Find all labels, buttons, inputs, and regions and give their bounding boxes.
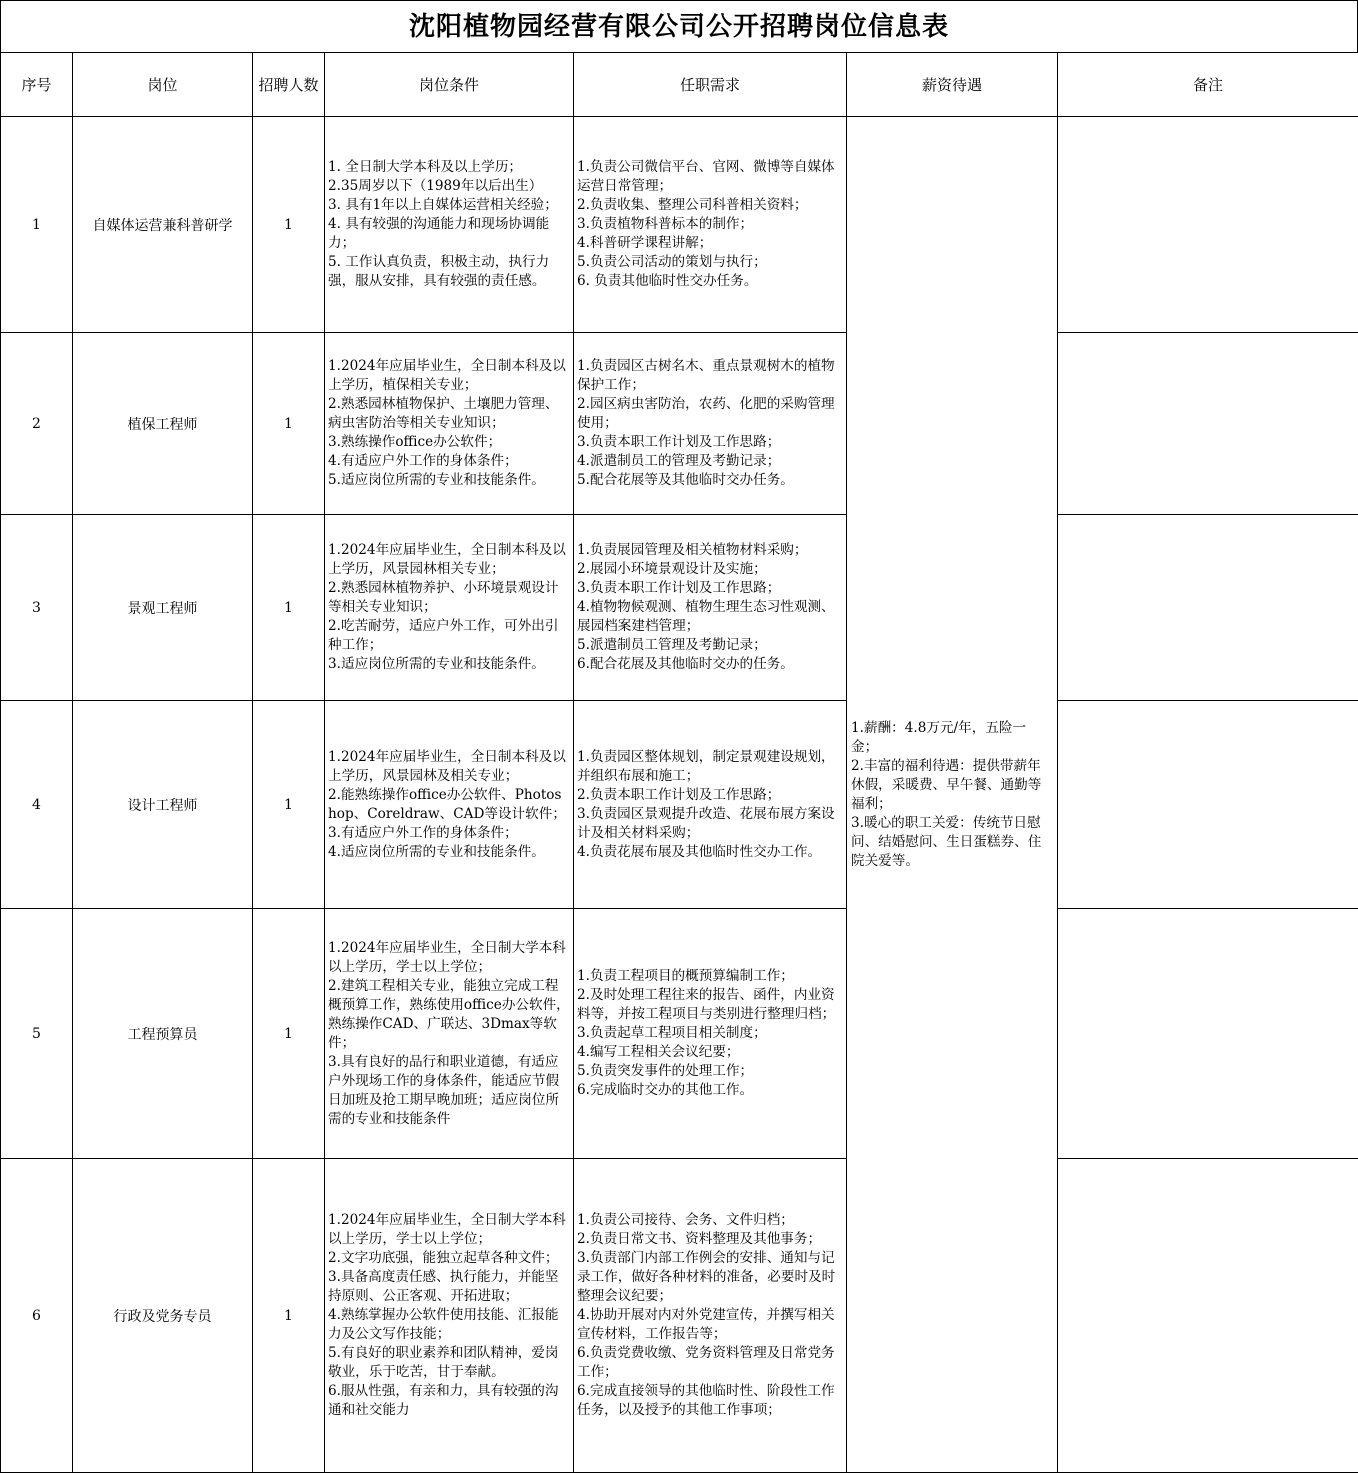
header-no: 序号 xyxy=(1,53,73,117)
row-conditions: 1.2024年应届毕业生，全日制本科及以上学历，风景园林相关专业； 2.熟悉园林植物养护、小环境景观设计等相关专业知识； 2.吃苦耐劳，适应户外工作，可外出引种工作； 3.适应岗位所需的专业和技能条件。 xyxy=(325,515,574,701)
row-conditions: 1.2024年应届毕业生，全日制大学本科以上学历，学士以上学位； 2.文字功底强，能独立起草各种文件； 3.具备高度责任感、执行能力，并能坚持原则、公正客观、开拓进取； 4.熟练掌握办公软件使用技能、汇报能力及公文写作技能； 5.有良好的职业素养和团队精神，爱岗敬业，乐于吃苦，甘于奉献。 6.服从性强，有亲和力，具有较强的沟通和社交能力 xyxy=(325,1159,574,1473)
header-conditions: 岗位条件 xyxy=(325,53,574,117)
header-salary: 薪资待遇 xyxy=(847,53,1058,117)
row-conditions: 1. 全日制大学本科及以上学历； 2.35周岁以下（1989年以后出生） 3. 具有1年以上自媒体运营相关经验； 4. 具有较强的沟通能力和现场协调能力； 5. 工作认真负责，积极主动，执行力强，服从安排，具有较强的责任感。 xyxy=(325,117,574,333)
row-no: 4 xyxy=(1,701,73,909)
row-duties: 1.负责园区整体规划，制定景观建设规划，并组织布展和施工； 2.负责本职工作计划及工作思路； 3.负责园区景观提升改造、花展布展方案设计及相关材料采购； 4.负责花展布展及其他临时性交办工作。 xyxy=(574,701,847,909)
row-remarks xyxy=(1058,333,1358,515)
header-duties: 任职需求 xyxy=(574,53,847,117)
row-count: 1 xyxy=(253,333,325,515)
row-conditions: 1.2024年应届毕业生，全日制本科及以上学历，植保相关专业； 2.熟悉园林植物保护、土壤肥力管理、病虫害防治等相关专业知识； 3.熟练操作office办公软件； 4.有适应户外工作的身体条件； 5.适应岗位所需的专业和技能条件。 xyxy=(325,333,574,515)
row-count: 1 xyxy=(253,1159,325,1473)
header-count: 招聘人数 xyxy=(253,53,325,117)
row-position: 设计工程师 xyxy=(73,701,253,909)
page-title: 沈阳植物园经营有限公司公开招聘岗位信息表 xyxy=(0,0,1358,52)
table-row xyxy=(1,909,1358,1159)
row-count: 1 xyxy=(253,117,325,333)
row-conditions: 1.2024年应届毕业生，全日制本科及以上学历，风景园林及相关专业； 2.能熟练操作office办公软件、Photoshop、Coreldraw、CAD等设计软件； 3.有适应户外工作的身体条件； 4.适应岗位所需的专业和技能条件。 xyxy=(325,701,574,909)
row-count: 1 xyxy=(253,515,325,701)
row-conditions: 1.2024年应届毕业生，全日制大学本科以上学历，学士以上学位； 2.建筑工程相关专业，能独立完成工程概预算工作，熟练使用office办公软件，熟练操作CAD、广联达、3Dmax等软件； 3.具有良好的品行和职业道德，有适应户外现场工作的身体条件，能适应节假日加班及抢工期早晚加班；适应岗位所需的专业和技能条件 xyxy=(325,909,574,1159)
row-duties: 1.负责园区古树名木、重点景观树木的植物保护工作； 2.园区病虫害防治，农药、化肥的采购管理使用； 3.负责本职工作计划及工作思路； 4.派遣制员工的管理及考勤记录； 5.配合花展等及其他临时交办任务。 xyxy=(574,333,847,515)
table-row xyxy=(1,333,1358,515)
row-position: 行政及党务专员 xyxy=(73,1159,253,1473)
row-duties: 1.负责工程项目的概预算编制工作； 2.及时处理工程往来的报告、函件，内业资料等，并按工程项目与类别进行整理归档； 3.负责起草工程项目相关制度； 4.编写工程相关会议纪要； 5.负责突发事件的处理工作； 6.完成临时交办的其他工作。 xyxy=(574,909,847,1159)
table-row xyxy=(1,515,1358,701)
salary-cell: 1.薪酬：4.8万元/年，五险一金； 2.丰富的福利待遇：提供带薪年休假，采暖费、早午餐、通勤等福利； 3.暖心的职工关爱：传统节日慰问、结婚慰问、生日蛋糕券、住院关爱等。 xyxy=(847,117,1058,1473)
row-remarks xyxy=(1058,909,1358,1159)
header-position: 岗位 xyxy=(73,53,253,117)
row-remarks xyxy=(1058,1159,1358,1473)
table-row xyxy=(1,701,1358,909)
table-row xyxy=(1,1159,1358,1473)
row-no: 1 xyxy=(1,117,73,333)
row-count: 1 xyxy=(253,909,325,1159)
row-remarks xyxy=(1058,117,1358,333)
row-duties: 1.负责公司微信平台、官网、微博等自媒体运营日常管理； 2.负责收集、整理公司科普相关资料； 3.负责植物科普标本的制作； 4.科普研学课程讲解； 5.负责公司活动的策划与执行； 6. 负责其他临时性交办任务。 xyxy=(574,117,847,333)
row-no: 5 xyxy=(1,909,73,1159)
header-row xyxy=(1,53,1358,117)
row-count: 1 xyxy=(253,701,325,909)
row-remarks xyxy=(1058,515,1358,701)
row-no: 3 xyxy=(1,515,73,701)
recruitment-table xyxy=(0,52,1358,1473)
row-duties: 1.负责展园管理及相关植物材料采购； 2.展园小环境景观设计及实施； 3.负责本职工作计划及工作思路； 4.植物物候观测、植物生理生态习性观测、展园档案建档管理； 5.派遣制员工管理及考勤记录； 6.配合花展及其他临时交办的任务。 xyxy=(574,515,847,701)
row-no: 2 xyxy=(1,333,73,515)
row-position: 工程预算员 xyxy=(73,909,253,1159)
row-duties: 1.负责公司接待、会务、文件归档； 2.负责日常文书、资料整理及其他事务； 3.负责部门内部工作例会的安排、通知与记录工作，做好各种材料的准备，必要时及时整理会议纪要； 4.协助开展对内对外党建宣传，并撰写相关宣传材料，工作报告等； 6.负责党费收缴、党务资料管理及日常党务工作； 6.完成直接领导的其他临时性、阶段性工作任务，以及授予的其他工作事项； xyxy=(574,1159,847,1473)
row-no: 6 xyxy=(1,1159,73,1473)
header-remarks: 备注 xyxy=(1058,53,1358,117)
row-position: 自媒体运营兼科普研学 xyxy=(73,117,253,333)
table-row xyxy=(1,117,1358,333)
row-position: 植保工程师 xyxy=(73,333,253,515)
row-remarks xyxy=(1058,701,1358,909)
row-position: 景观工程师 xyxy=(73,515,253,701)
